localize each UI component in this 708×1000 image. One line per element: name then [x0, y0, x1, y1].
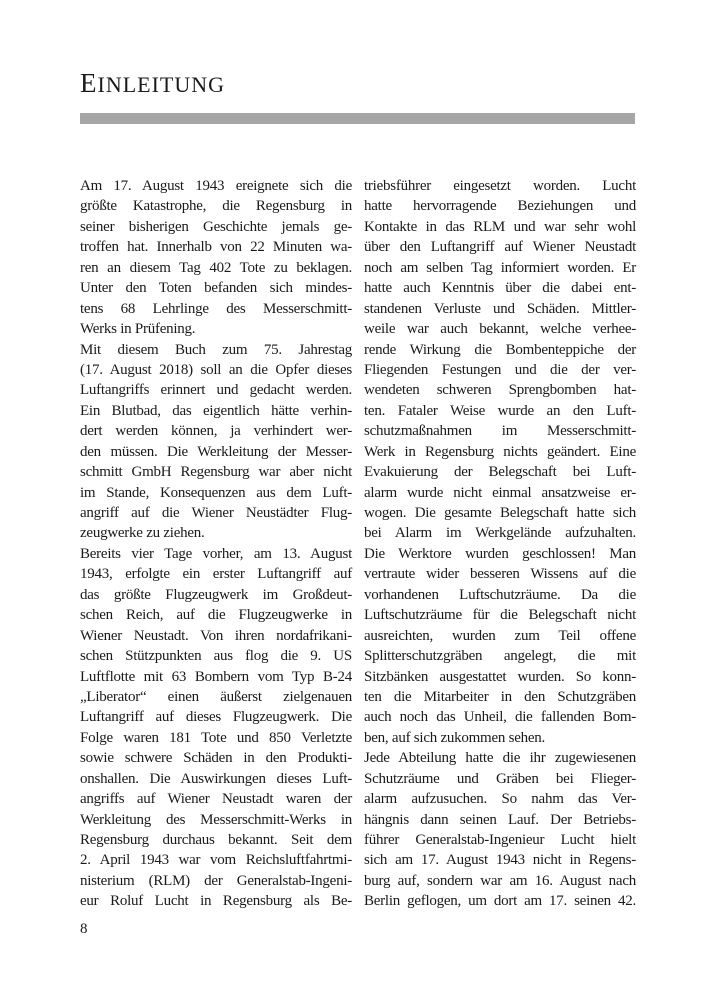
text-line: schmitt GmbH Regensburg war aber nicht: [80, 464, 352, 481]
text-line: Wiener Neustadt. Von ihren nordafrikani-: [80, 627, 352, 644]
chapter-heading-initial: E: [80, 68, 98, 98]
text-line: burg auf, sondern war am 16. August nach: [364, 872, 636, 889]
text-line: schutzmaßnahmen im Messerschmitt-: [364, 423, 636, 440]
text-line: onshallen. Die Auswirkungen dieses Luft-: [80, 770, 352, 787]
text-line: ren an diesem Tag 402 Tote zu beklagen.: [80, 259, 352, 276]
text-line: im Stande, Konsequenzen aus dem Luft-: [80, 484, 352, 501]
text-line: Berlin geflogen, um dort am 17. seinen 42.: [364, 893, 636, 910]
text-line: Luftangriffs erinnert und gedacht werden.: [80, 382, 352, 399]
text-line: seiner bisherigen Geschichte jemals ge-: [80, 218, 352, 235]
text-line: Kontakte in das RLM und war sehr wohl: [364, 218, 636, 235]
text-line: Bereits vier Tage vorher, am 13. August: [80, 545, 352, 562]
text-line: größte Katastrophe, die Regensburg in: [80, 198, 352, 215]
text-line: „Liberator“ einen äußerst zielgenauen: [80, 688, 352, 705]
text-line: Mit diesem Buch zum 75. Jahrestag: [80, 341, 352, 358]
text-line: bei Alarm im Werkgelände aufzuhalten.: [364, 525, 636, 542]
text-line: schen Reich, auf die Flugzeugwerke in: [80, 607, 352, 624]
heading-rule: [80, 113, 635, 124]
text-line: Die Werktore wurden geschlossen! Man: [364, 545, 636, 562]
text-line: schen Stützpunkten aus flog die 9. US: [80, 648, 352, 665]
text-line: hängnis dann seinen Lauf. Der Betriebs-: [364, 811, 636, 828]
text-line: Fliegenden Festungen und die der ver-: [364, 361, 636, 378]
text-line: angriff auf die Wiener Neustädter Flug-: [80, 505, 352, 521]
text-line: Werk in Regensburg nichts geändert. Eine: [364, 443, 636, 460]
text-line: den müssen. Die Werkleitung der Messer-: [80, 443, 352, 460]
text-line: rende Wirkung die Bombenteppiche der: [364, 341, 636, 358]
text-line: angriffs auf Wiener Neustadt waren der: [80, 791, 352, 808]
text-column-right: [364, 176, 636, 912]
text-line: troffen hat. Innerhalb von 22 Minuten wa-: [80, 239, 352, 256]
text-line: Luftschutzräume für die Belegschaft nicht: [364, 607, 636, 624]
text-line: Folge waren 181 Tote und 850 Verletzte: [80, 729, 352, 746]
text-line: über den Luftangriff auf Wiener Neustadt: [364, 239, 636, 256]
text-line: hatte hervorragende Beziehungen und: [364, 198, 636, 215]
text-line: Jede Abteilung hatte die ihr zugewiesenen: [364, 750, 636, 767]
text-line: ausreichten, wurden zum Teil offene: [364, 627, 636, 644]
text-line: wendeten schweren Sprengbomben hat-: [364, 382, 636, 399]
text-line: nisterium (RLM) der Generalstab-Ingeni-: [80, 872, 352, 889]
text-line: dert werden können, ja verhindert wer-: [80, 423, 352, 440]
text-line: alarm wurde nicht einmal ansatzweise er-: [364, 484, 636, 501]
text-line: hatte auch Kenntnis über die dabei ent-: [364, 280, 636, 297]
text-line: Werkleitung des Messerschmitt-Werks in: [80, 811, 352, 828]
text-line: Am 17. August 1943 ereignete sich die: [80, 178, 352, 194]
text-line: Unter den Toten befanden sich mindes-: [80, 280, 352, 297]
text-line: Regensburg durchaus bekannt. Seit dem: [80, 832, 352, 848]
text-line: führer Generalstab-Ingenieur Lucht hielt: [364, 832, 636, 848]
text-line: ten. Fataler Weise wurde an den Luft-: [364, 402, 636, 419]
text-line: auch noch das Unheil, die fallenden Bom-: [364, 709, 636, 726]
page-number: 8: [80, 921, 88, 937]
text-line: sowie schwere Schäden in den Produkti-: [80, 750, 352, 767]
text-line: Splitterschutzgräben angelegt, die mit: [364, 648, 636, 665]
text-line: standenen Verluste und Schäden. Mittler-: [364, 300, 636, 317]
text-line: zeugwerke zu ziehen.: [80, 525, 205, 542]
text-line: weile war auch bekannt, welche verhee-: [364, 321, 636, 338]
text-line: triebsführer eingesetzt worden. Lucht: [364, 178, 636, 194]
text-line: 1943, erfolgte ein erster Luftangriff auf: [80, 566, 352, 583]
text-line: Evakuierung der Belegschaft bei Luft-: [364, 464, 636, 481]
text-line: wogen. Die gesamte Belegschaft hatte sich: [364, 505, 636, 521]
text-line: ten die Mitarbeiter in den Schutzgräben: [364, 688, 636, 705]
chapter-heading: [80, 68, 225, 100]
text-line: Werks in Prüfening.: [80, 321, 196, 338]
text-line: (17. August 2018) soll an die Opfer dieses: [80, 361, 352, 378]
text-line: Luftflotte mit 63 Bombern vom Typ B-24: [80, 668, 352, 685]
text-line: Luftangriff auf dieses Flugzeugwerk. Die: [80, 709, 352, 726]
text-line: noch am selben Tag informiert worden. Er: [364, 259, 636, 276]
text-line: vorhandenen Luftschutzräume. Da die: [364, 586, 636, 603]
chapter-heading-rest: INLEITUNG: [97, 72, 226, 97]
text-line: eur Roluf Lucht in Regensburg als Be-: [80, 893, 352, 910]
text-column-left: [80, 176, 352, 912]
text-line: Ein Blutbad, das eigentlich hätte verhin-: [80, 402, 352, 419]
text-line: vertraute wider besseren Wissens auf die: [364, 566, 636, 583]
text-line: sich am 17. August 1943 nicht in Regens-: [364, 852, 636, 869]
text-line: 2. April 1943 war vom Reichsluftfahrtmi-: [80, 852, 352, 869]
text-line: das größte Flugzeugwerk im Großdeut-: [80, 586, 352, 603]
text-line: alarm aufzusuchen. So nahm das Ver-: [364, 791, 636, 808]
text-line: tens 68 Lehrlinge des Messerschmitt-: [80, 300, 352, 317]
text-line: ben, auf sich zukommen sehen.: [364, 729, 546, 746]
text-line: Schutzräume und Gräben bei Flieger-: [364, 770, 636, 787]
text-line: Sitzbänken ausgestattet wurden. So konn-: [364, 668, 636, 685]
